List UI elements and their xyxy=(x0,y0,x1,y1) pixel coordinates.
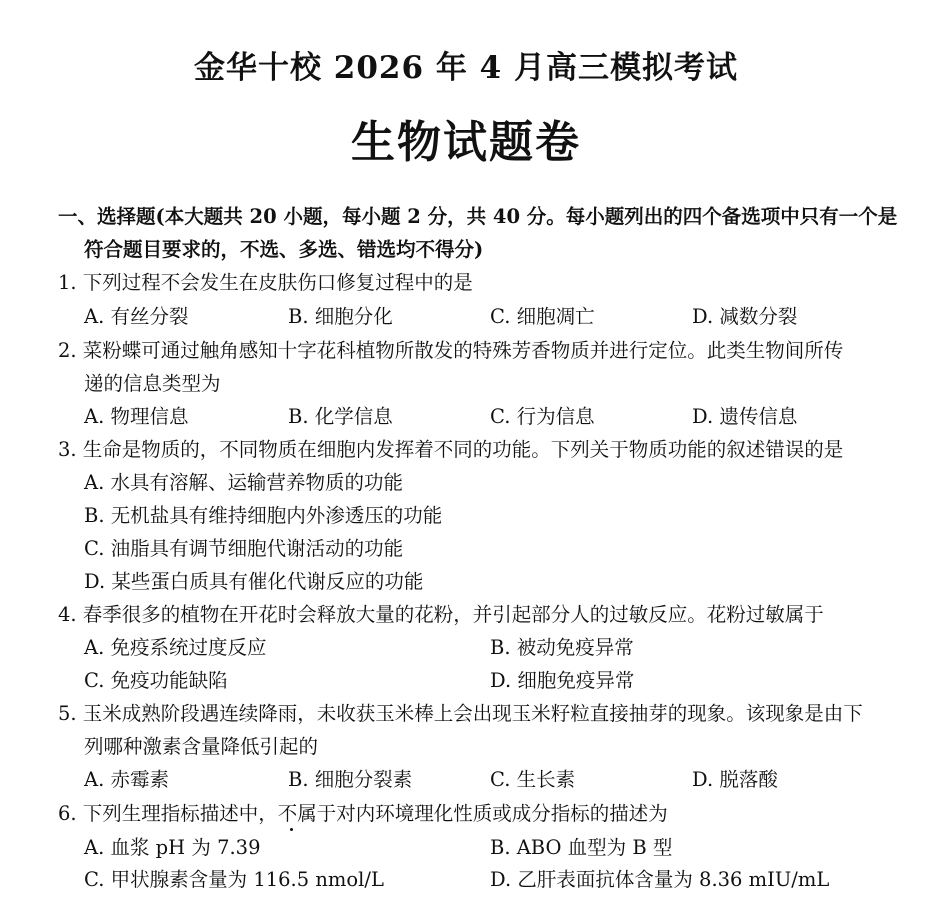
question-5-option-c: C. 生长素 xyxy=(490,768,576,791)
question-1-stem: 1. 下列过程不会发生在皮肤伤口修复过程中的是 xyxy=(58,271,473,294)
emphasis-dot xyxy=(290,828,293,831)
question-1-option-d: D. 减数分裂 xyxy=(692,305,798,328)
question-6-stem: 6. 下列生理指标描述中，不属于对内环境理化性质或成分指标的描述为 xyxy=(58,802,668,825)
question-5-option-b: B. 细胞分裂素 xyxy=(288,768,413,791)
question-2-option-b: B. 化学信息 xyxy=(288,405,393,428)
question-4-stem: 4. 春季很多的植物在开花时会释放大量的花粉，并引起部分人的过敏反应。花粉过敏属于 xyxy=(58,603,824,626)
question-1-option-a: A. 有丝分裂 xyxy=(84,305,189,328)
question-4-option-b: B. 被动免疫异常 xyxy=(490,636,634,659)
question-3-option-a: A. 水具有溶解、运输营养物质的功能 xyxy=(84,471,403,494)
question-3-option-b: B. 无机盐具有维持细胞内外渗透压的功能 xyxy=(84,504,443,527)
question-6-option-a: A. 血浆 pH 为 7.39 xyxy=(84,836,261,859)
question-5-stem-line-2: 列哪种激素含量降低引起的 xyxy=(84,735,319,758)
question-3-stem: 3. 生命是物质的，不同物质在细胞内发挥着不同的功能。下列关于物质功能的叙述错误的是 xyxy=(58,438,844,461)
section-heading-line-1: 一、选择题(本大题共 20 小题，每小题 2 分，共 40 分。每小题列出的四个备选项中只有一个是 xyxy=(58,205,898,228)
question-6-option-b: B. ABO 血型为 B 型 xyxy=(490,836,673,859)
paper-title: 生物试题卷 xyxy=(351,117,581,168)
question-6-option-c: C. 甲状腺素含量为 116.5 nmol/L xyxy=(84,868,384,891)
question-5-stem-line-1: 5. 玉米成熟阶段遇连续降雨，未收获玉米棒上会出现玉米籽粒直接抽芽的现象。该现象是由下 xyxy=(58,702,863,725)
exam-title: 金华十校 2026 年 4 月高三模拟考试 xyxy=(193,50,739,86)
question-4-option-c: C. 免疫功能缺陷 xyxy=(84,669,228,692)
question-3-option-d: D. 某些蛋白质具有催化代谢反应的功能 xyxy=(84,570,424,593)
question-2-option-d: D. 遗传信息 xyxy=(692,405,798,428)
question-4-option-a: A. 免疫系统过度反应 xyxy=(84,636,267,659)
question-2-option-a: A. 物理信息 xyxy=(84,405,189,428)
question-5-option-a: A. 赤霉素 xyxy=(84,768,169,791)
question-5-option-d: D. 脱落酸 xyxy=(692,768,778,791)
question-1-option-c: C. 细胞凋亡 xyxy=(490,305,595,328)
question-4-option-d: D. 细胞免疫异常 xyxy=(490,669,635,692)
question-1-option-b: B. 细胞分化 xyxy=(288,305,393,328)
section-heading-line-2: 符合题目要求的，不选、多选、错选均不得分) xyxy=(84,238,484,261)
question-2-option-c: C. 行为信息 xyxy=(490,405,595,428)
question-6-option-d: D. 乙肝表面抗体含量为 8.36 mIU/mL xyxy=(490,868,830,891)
question-2-stem-line-1: 2. 菜粉蝶可通过触角感知十字花科植物所散发的特殊芳香物质并进行定位。此类生物间所传 xyxy=(58,339,844,362)
question-3-option-c: C. 油脂具有调节细胞代谢活动的功能 xyxy=(84,537,404,560)
question-2-stem-line-2: 递的信息类型为 xyxy=(84,372,221,395)
